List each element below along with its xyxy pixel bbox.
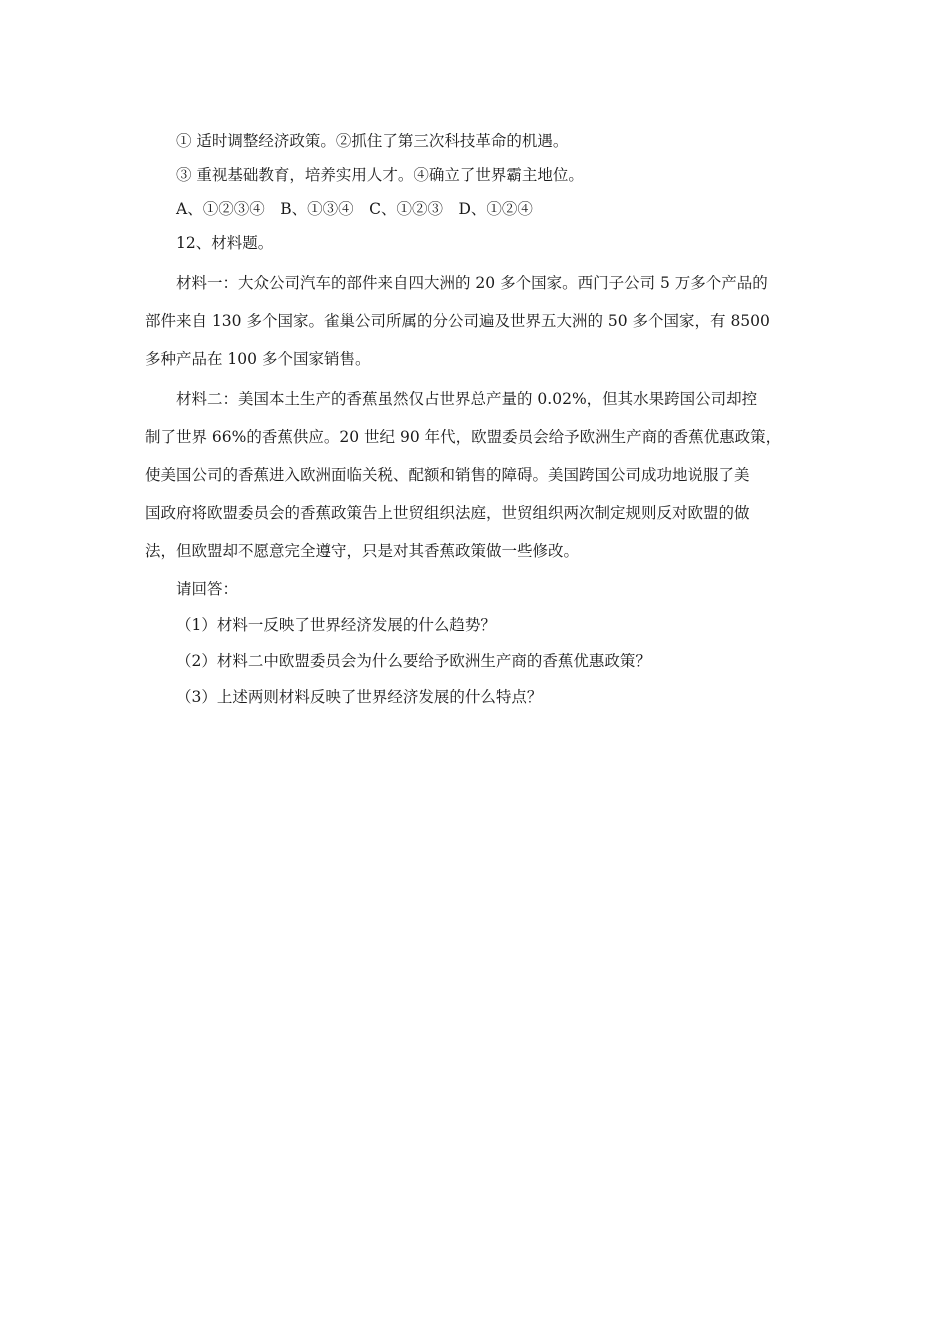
material-one	[145, 266, 810, 376]
material-two-line-3: 使美国公司的香蕉进入欧洲面临关税、配额和销售的障碍。美国跨国公司成功地说服了美	[145, 466, 750, 484]
sub-questions	[145, 608, 810, 714]
material-two-line-5: 法，但欧盟却不愿意完全遵守，只是对其香蕉政策做一些修改。	[145, 542, 580, 560]
sub-question-2: （2）材料二中欧盟委员会为什么要给予欧洲生产商的香蕉优惠政策？	[176, 652, 651, 670]
question-title: 12、材料题。	[176, 234, 274, 252]
option-line-1: ① 适时调整经济政策。②抓住了第三次科技革命的机遇。	[176, 132, 569, 150]
material-one-line-2: 部件来自 130 多个国家。雀巢公司所属的分公司遍及世界五大洲的 50 多个国家，有 8500	[145, 312, 770, 330]
sub-question-3: （3）上述两则材料反映了世界经济发展的什么特点？	[176, 688, 543, 706]
material-two-line-4: 国政府将欧盟委员会的香蕉政策告上世贸组织法庭，世贸组织两次制定规则反对欧盟的做	[145, 504, 750, 522]
sub-question-1: （1）材料一反映了世界经济发展的什么趋势？	[176, 616, 496, 634]
material-one-line-1: 材料一：大众公司汽车的部件来自四大洲的 20 多个国家。西门子公司 5 万多个产品的	[176, 274, 768, 292]
answer-prompt: 请回答：	[176, 580, 239, 598]
document-body	[145, 124, 810, 714]
material-two	[145, 382, 810, 568]
material-two-line-1: 材料二：美国本土生产的香蕉虽然仅占世界总产量的 0.02%，但其水果跨国公司却控	[176, 390, 758, 408]
option-line-2: ③ 重视基础教育，培养实用人才。④确立了世界霸主地位。	[176, 166, 584, 184]
material-one-line-3: 多种产品在 100 多个国家销售。	[145, 350, 371, 368]
material-two-line-2: 制了世界 66%的香蕉供应。20 世纪 90 年代，欧盟委员会给予欧洲生产商的香蕉优惠政策，	[145, 428, 782, 446]
answer-choices: A、①②③④ B、①③④ C、①②③ D、①②④	[176, 200, 533, 218]
